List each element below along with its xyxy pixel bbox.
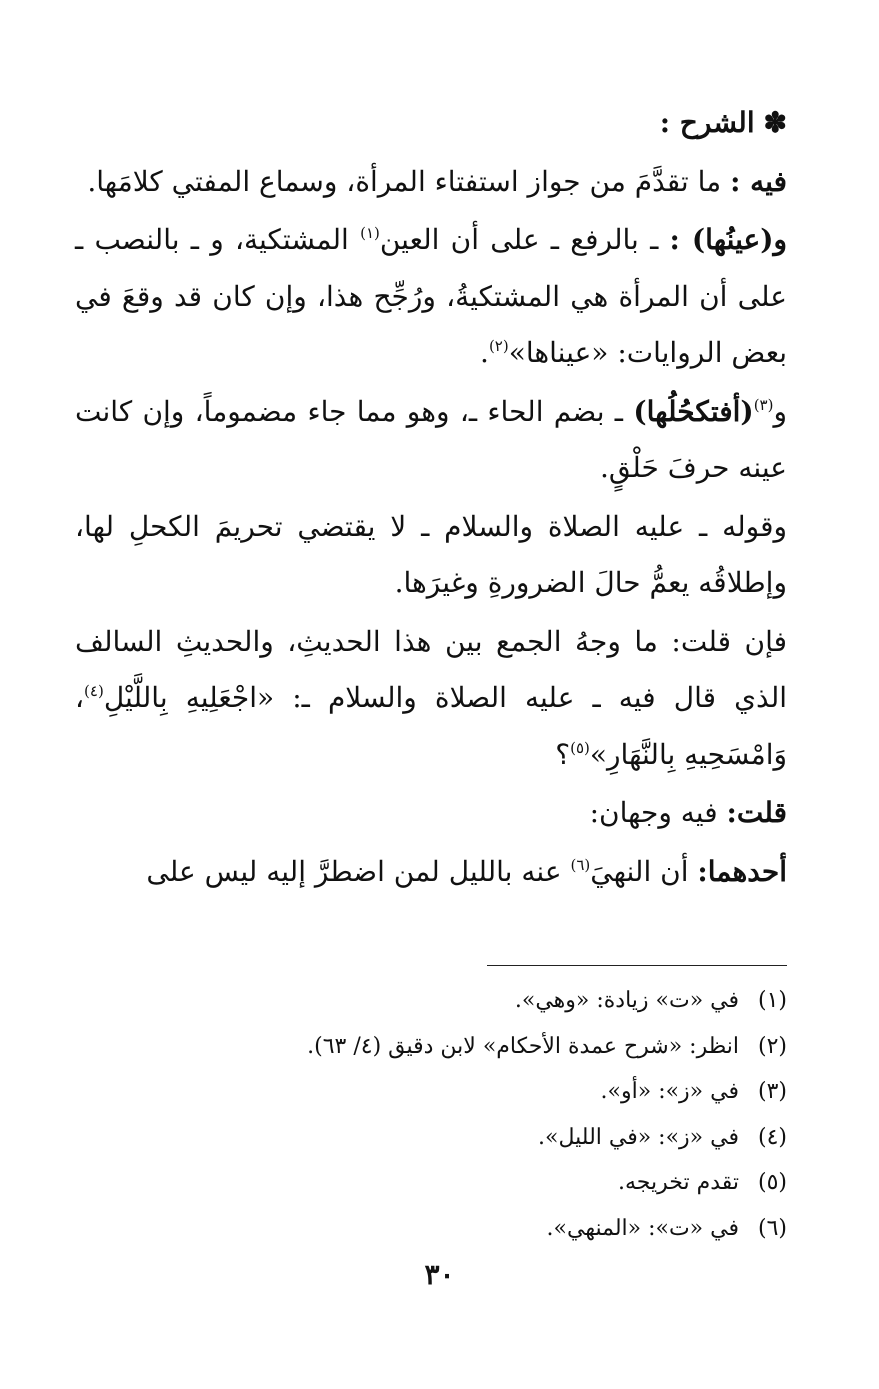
page-number: ٣٠ [424, 1258, 455, 1291]
paragraph-4-text: وقوله ـ عليه الصلاة والسلام ـ لا يقتضي تحريمَ الكحلِ لها، وإطلاقُه يعمُّ حالَ الضرورةِ وغيرَها. [75, 509, 787, 599]
footnote-text: انظر: «شرح عمدة الأحكام» لابن دقيق (٤/ ٦٣). [307, 1033, 739, 1059]
paragraph-2 [75, 212, 787, 382]
footnote-text: في «ز»: «في الليل». [538, 1124, 739, 1150]
footnote-ref-6: (٦) [570, 855, 591, 874]
paragraph-5-text-c: ؟ [555, 737, 571, 771]
footnotes-list [75, 978, 787, 1252]
paragraph-2-text-a: ـ بالرفع ـ على أن العين [379, 223, 670, 256]
footnote-item [75, 1069, 787, 1115]
footnote-ref-1: (١) [360, 224, 380, 242]
paragraph-2-lead: و(عينُها) : [669, 223, 787, 256]
paragraph-5-text-b: ، وَامْسَحِيهِ بِالنَّهَارِ» [75, 681, 787, 771]
paragraph-7 [75, 844, 787, 901]
star-icon: ✽ [763, 106, 787, 139]
footnote-item [75, 1115, 787, 1161]
footnote-item [75, 1160, 787, 1206]
paragraph-2-text-b: المشتكية، و ـ بالنصب ـ على أن المرأة هي المشتكيةُ، ورُجِّح هذا، وإن كان قد وقعَ في بعض الروايات: «عيناها» [75, 223, 787, 369]
footnote-item [75, 978, 787, 1024]
footnote-item [75, 1024, 787, 1070]
paragraph-3-text: ـ بضم الحاء ـ، وهو مما جاء مضموماً، وإن كانت عينه حرفَ حَلْقٍ. [75, 394, 787, 484]
footnote-number: (١) [757, 988, 787, 1013]
paragraph-3 [75, 384, 787, 497]
section-heading [75, 95, 787, 152]
footnote-number: (٦) [757, 1215, 787, 1241]
footnote-ref-5: (٥) [570, 738, 590, 757]
footnote-number: (٥) [757, 1170, 787, 1196]
footnote-text: في «ت»: «المنهي». [546, 1215, 739, 1241]
footnote-number: (٢) [757, 1033, 787, 1059]
main-text [75, 95, 787, 902]
paragraph-1-lead: فيه : [730, 164, 787, 198]
paragraph-2-text-c: . [480, 336, 489, 369]
paragraph-7-lead: أحدهما: [697, 854, 787, 888]
footnote-item [75, 1206, 787, 1252]
footnote-text: في «ز»: «أو». [600, 1079, 739, 1105]
paragraph-3-lead: (أفتكحُلُها) [633, 394, 754, 428]
paragraph-5-text-a: فإن قلت: ما وجهُ الجمع بين هذا الحديثِ، والحديثِ السالف الذي قال فيه ـ عليه الصلاة والسلام ـ: «اجْعَلِيهِ بِاللَّيْلِ [75, 624, 787, 714]
paragraph-3-prefix: و [773, 394, 787, 428]
paragraph-1-text: ما تقدَّمَ من جواز استفتاء المرأة، وسماع المفتي كلامَها. [87, 164, 731, 198]
footnote-divider [487, 965, 787, 966]
paragraph-6 [75, 785, 787, 842]
paragraph-7-text-b: عنه بالليل لمن اضطرَّ إليه ليس على [146, 854, 571, 888]
paragraph-5 [75, 614, 787, 784]
footnote-text: في «ت» زيادة: «وهي». [514, 988, 739, 1013]
paragraph-6-text: فيه وجهان: [589, 796, 727, 829]
footnote-ref-4: (٤) [84, 682, 104, 700]
footnote-number: (٤) [757, 1124, 787, 1150]
paragraph-7-text-a: أن النهيَ [590, 854, 698, 888]
heading-label: الشرح : [659, 106, 755, 139]
paragraph-1 [75, 154, 787, 211]
footnote-number: (٣) [757, 1079, 787, 1105]
footnote-text: تقدم تخريجه. [618, 1170, 739, 1196]
footnote-ref-2: (٢) [488, 337, 509, 355]
paragraph-6-lead: قلت: [726, 796, 787, 829]
footnote-ref-3: (٣) [753, 395, 774, 414]
paragraph-4 [75, 499, 787, 612]
